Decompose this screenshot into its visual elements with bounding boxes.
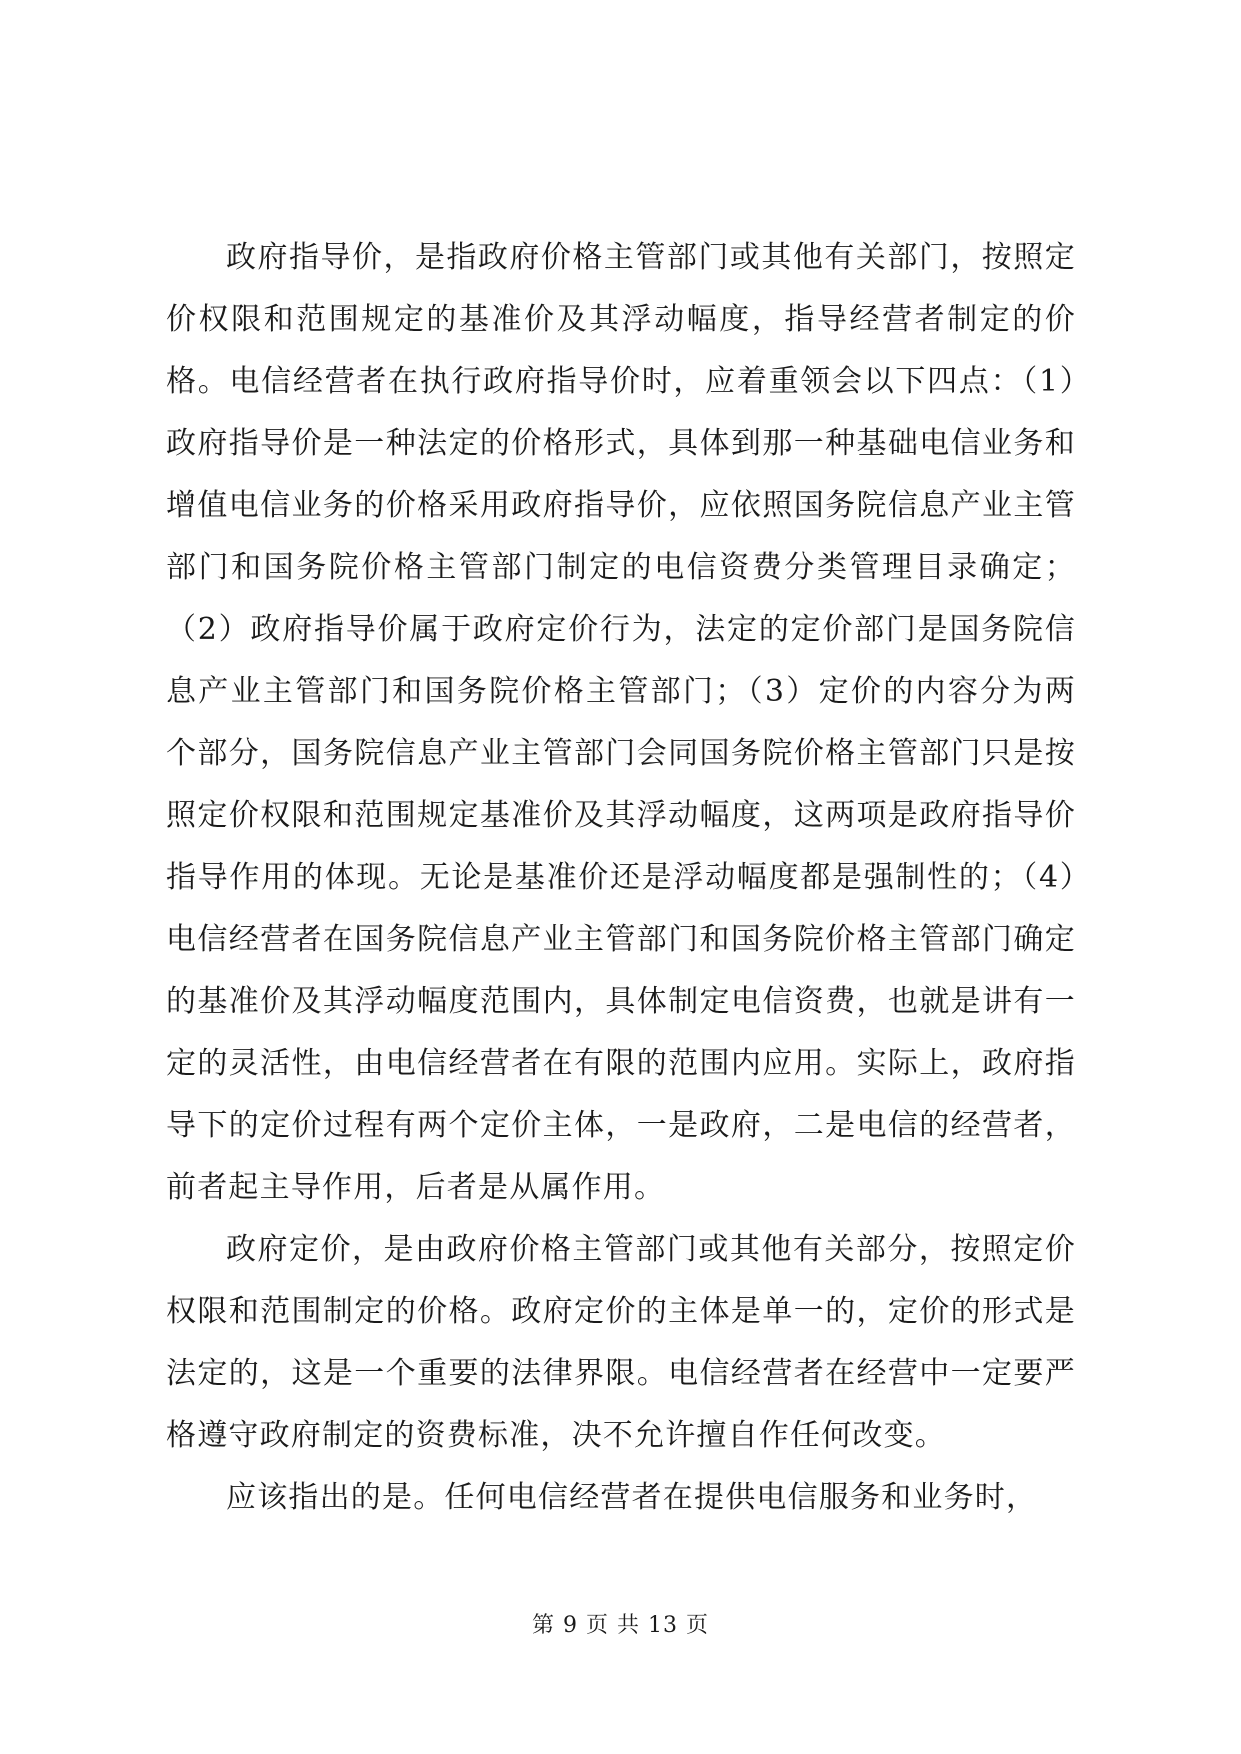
document-body	[166, 227, 1076, 1529]
paragraph-government-guided-price: 政府指导价，是指政府价格主管部门或其他有关部门，按照定价权限和范围规定的基准价及其浮动幅度，指导经营者制定的价格。电信经营者在执行政府指导价时，应着重领会以下四点：（1）政府指导价是一种法定的价格形式，具体到那一种基础电信业务和增值电信业务的价格采用政府指导价，应依照国务院信息产业主管部门和国务院价格主管部门制定的电信资费分类管理目录确定；（2）政府指导价属于政府定价行为，法定的定价部门是国务院信息产业主管部门和国务院价格主管部门；（3）定价的内容分为两个部分，国务院信息产业主管部门会同国务院价格主管部门只是按照定价权限和范围规定基准价及其浮动幅度，这两项是政府指导价指导作用的体现。无论是基准价还是浮动幅度都是强制性的；（4）电信经营者在国务院信息产业主管部门和国务院价格主管部门确定的基准价及其浮动幅度范围内，具体制定电信资费，也就是讲有一定的灵活性，由电信经营者在有限的范围内应用。实际上，政府指导下的定价过程有两个定价主体，一是政府，二是电信的经营者，前者起主导作用，后者是从属作用。	[166, 240, 1076, 1205]
page-number-footer: 第 9 页 共 13 页	[532, 1613, 709, 1638]
paragraph-government-set-price: 政府定价，是由政府价格主管部门或其他有关部分，按照定价权限和范围制定的价格。政府定价的主体是单一的，定价的形式是法定的，这是一个重要的法律界限。电信经营者在经营中一定要严格遵守政府制定的资费标准，决不允许擅自作任何改变。	[166, 1232, 1076, 1453]
paragraph-note: 应该指出的是。任何电信经营者在提供电信服务和业务时，	[226, 1480, 1038, 1515]
